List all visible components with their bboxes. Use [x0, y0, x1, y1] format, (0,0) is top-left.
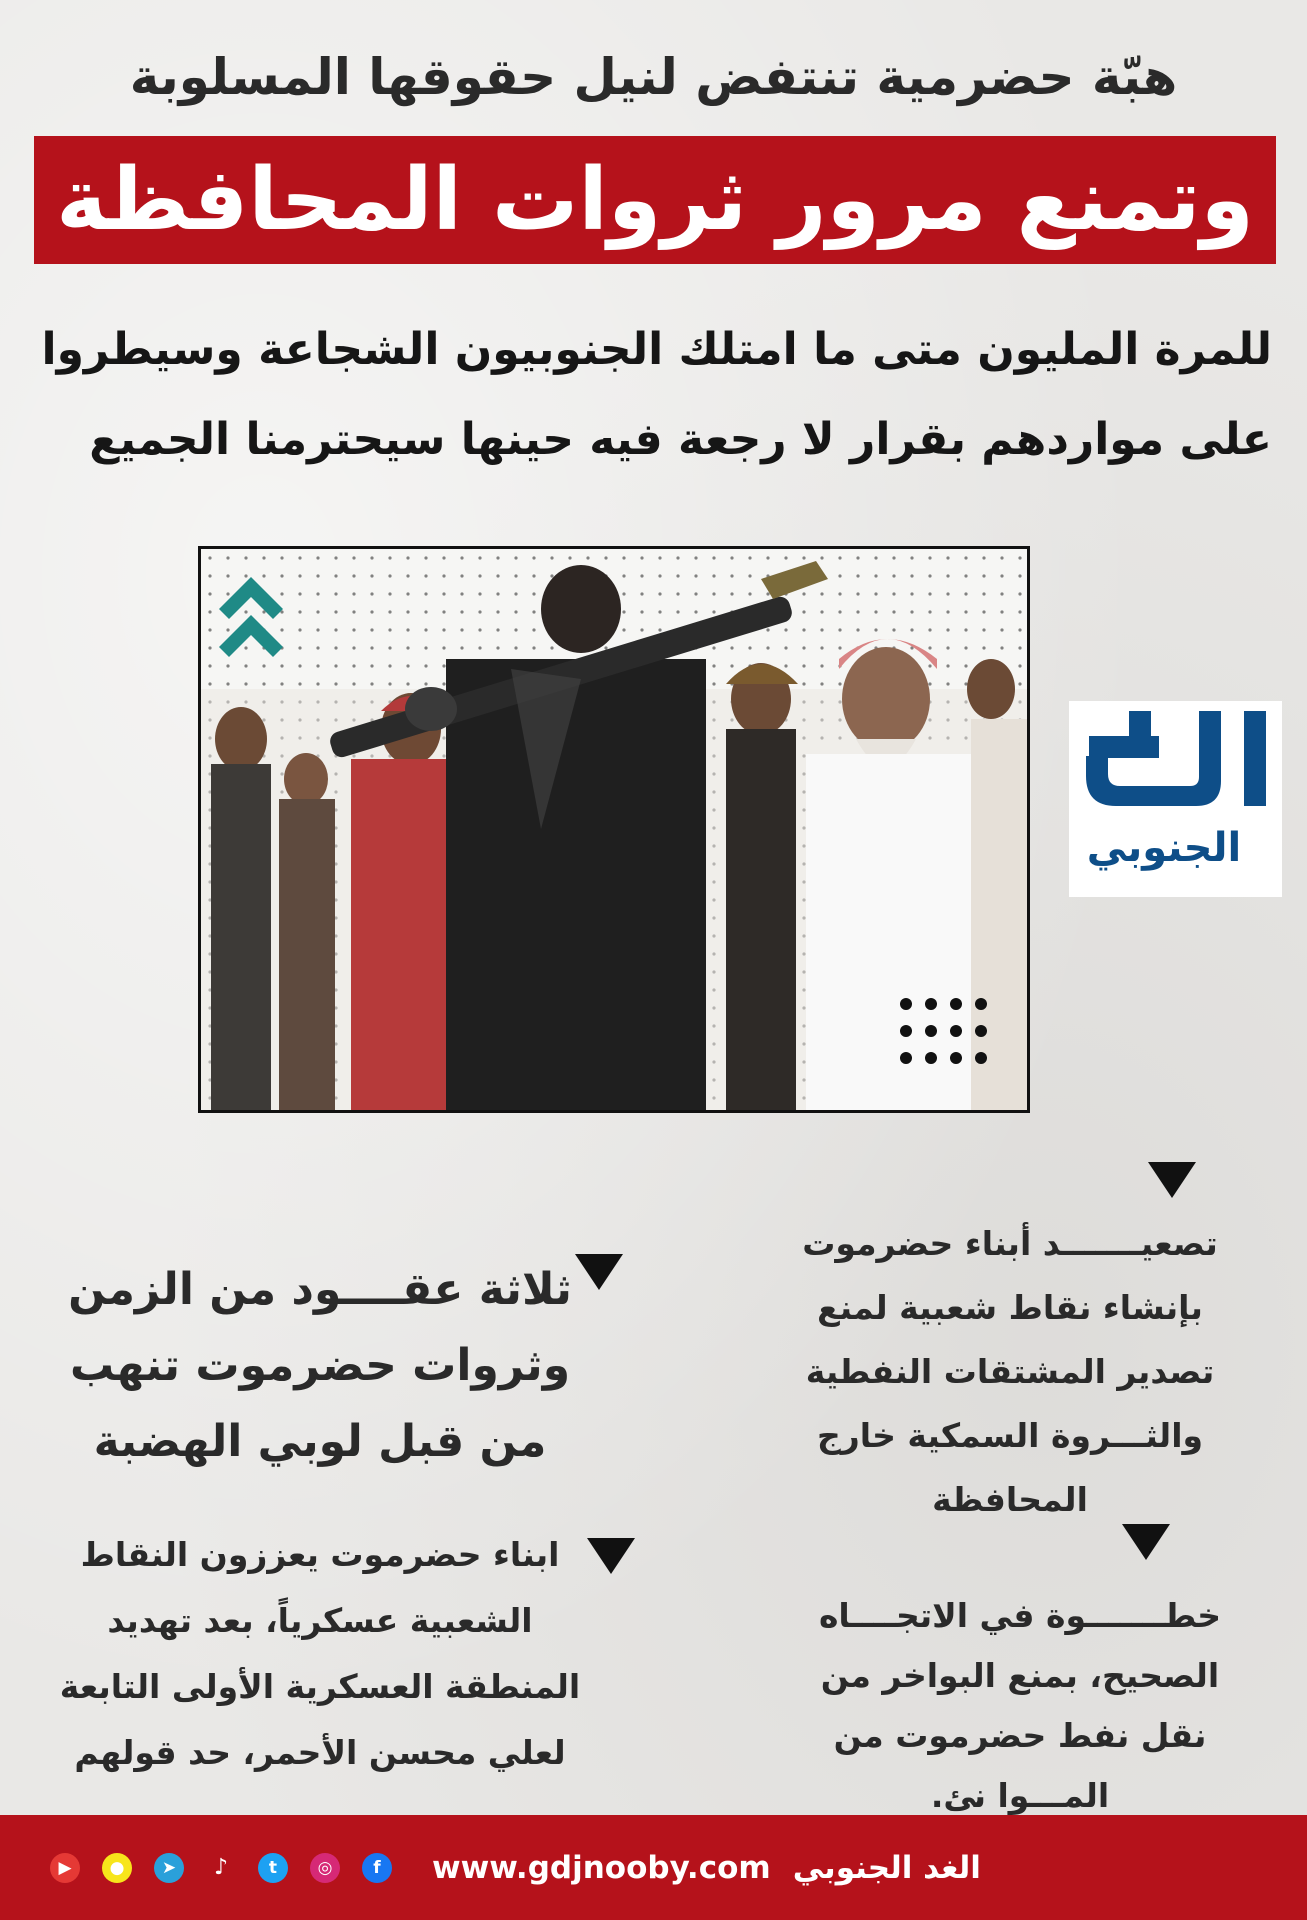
tiktok-icon[interactable]: ♪ — [213, 1855, 229, 1880]
point-line: وثروات حضرموت تنهب — [69, 1340, 571, 1391]
point-line: المنطقة العسكرية الأولى التابعة — [59, 1667, 581, 1706]
footer-bar — [0, 1815, 1307, 1920]
snapchat-icon[interactable]: ● — [102, 1853, 132, 1883]
footer-brand-name: الغد الجنوبي — [792, 1849, 981, 1886]
logo-label: الجنوبي — [1086, 825, 1242, 871]
point-line: خطـــــــوة في الاتجــــاه — [818, 1596, 1222, 1635]
point-line: الصحيح، بمنع البواخر من — [820, 1656, 1220, 1695]
lead-paragraph — [40, 305, 1272, 485]
point-line: المحافظة — [932, 1480, 1088, 1519]
website-link[interactable]: www.gdjnooby.com — [432, 1849, 771, 1886]
point-right-step — [800, 1586, 1240, 1826]
lead-line-2: على مواردهم بقرار لا رجعة فيه حينها سيحترمنا الجميع — [89, 414, 1272, 465]
triangle-bullet-icon — [1148, 1162, 1196, 1198]
youtube-icon[interactable]: ▶ — [50, 1853, 80, 1883]
point-escalation — [770, 1212, 1250, 1532]
point-line: تصعيـــــــد أبناء حضرموت — [802, 1224, 1218, 1263]
instagram-icon[interactable]: ◎ — [310, 1853, 340, 1883]
footer-content — [50, 1815, 1050, 1920]
logo-mark-icon — [1069, 701, 1282, 821]
point-line: من قبل لوبي الهضبة — [93, 1416, 547, 1467]
point-line: الشعبية عسكرياً، بعد تهديد — [107, 1601, 533, 1640]
point-line: ابناء حضرموت يعززون النقاط — [80, 1535, 560, 1574]
brand-logo — [1069, 701, 1282, 897]
triangle-bullet-icon — [575, 1254, 623, 1290]
photo-illustration — [201, 549, 1027, 1110]
point-military-reinforce — [30, 1522, 610, 1786]
point-line: نقل نفط حضرموت من — [833, 1716, 1207, 1755]
point-line: تصدير المشتقات النفطية — [805, 1352, 1215, 1391]
point-line: المـــوا نئ. — [930, 1776, 1110, 1815]
kicker-headline: هبّة حضرمية تنتفض لنيل حقوقها المسلوبة — [129, 48, 1178, 106]
point-three-decades — [60, 1252, 580, 1480]
telegram-icon[interactable]: ➤ — [154, 1853, 184, 1883]
headline-banner — [34, 136, 1276, 264]
lead-line-1: للمرة المليون متى ما امتلك الجنوبيون الشجاعة وسيطروا — [41, 324, 1272, 375]
news-photo — [198, 546, 1030, 1113]
facebook-icon[interactable]: f — [362, 1853, 392, 1883]
triangle-bullet-icon — [1122, 1524, 1170, 1560]
twitter-icon[interactable]: t — [258, 1853, 288, 1883]
point-line: والثـــروة السمكية خارج — [816, 1416, 1204, 1455]
point-line: ثلاثة عقــــود من الزمن — [68, 1264, 572, 1315]
point-line: بإنشاء نقاط شعبية لمنع — [817, 1288, 1203, 1327]
point-line: لعلي محسن الأحمر، حد قولهم — [74, 1733, 566, 1772]
main-headline: وتمنع مرور ثروات المحافظة — [56, 150, 1254, 250]
